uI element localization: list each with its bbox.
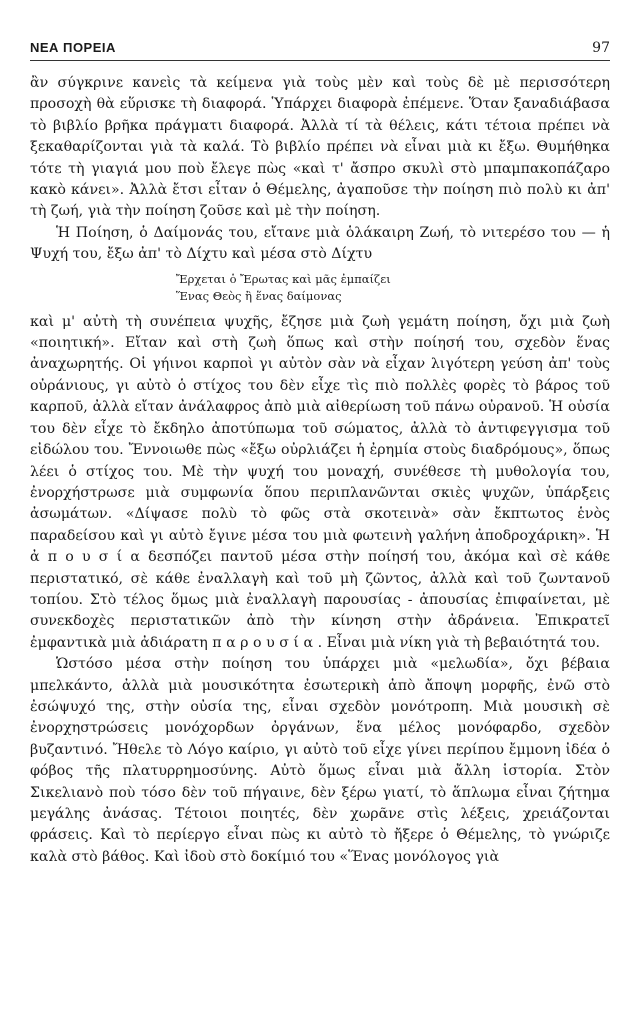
paragraph-2: Ἡ Ποίηση, ὁ Δαίμονάς του, εἴτανε μιὰ ὁλάκαιρη Ζωή, τὸ νιτερέσο του — ἡ Ψυχή του, ἔξω ἀπ' τὸ Δίχτυ καὶ μέσα στὸ Δίχτυ	[30, 224, 610, 263]
book-page	[30, 40, 610, 868]
paragraph-3: καὶ μ' αὐτὴ τὴ συνέπεια ψυχῆς, ἔζησε μιὰ ζωὴ γεμάτη ποίηση, ὄχι μιὰ ζωὴ «ποιητική». Εἴταν καὶ στὴ ζωὴ ὅπως καὶ στὴν ποίησή του, σχεδὸν ἕνας ἀναχωρητής. Οἱ γήινοι καρποὶ γι αὐτὸν σὰν νὰ εἶχαν λιγότερη γεύση ἀπ' τοὺς οὐράνιους, γι αὐτὸ ὁ στίχος του δὲν εἶχε τὶς πιὸ πολλὲς φορὲς τὸ βάρος τοῦ καρποῦ, ἀλλὰ εἴταν ἀνάλαφρος ἀπὸ μιὰ αἰθερίωση τοῦ πάνω οὐρανοῦ. Ἡ οὐσία του δὲν εἶχε τὸ ἔκδηλο ἀποτύπωμα τοῦ σώματος, ἀλλὰ τὸ ἀντιφεγγισμα τοῦ εἰδώλου του. Ἔννοιωθε πὼς «ἔξω οὐρλιάζει ἡ ἐρημία στοὺς διαδρόμους», ὅπως λέει ὁ στίχος του. Μὲ τὴν ψυχή του μοναχή, συνέθεσε τὴ μυθολογία του, ἐνορχήστρωσε μιὰ συμφωνία ὅπου περιπλανῶνται σκιὲς ψυχῶν, ὑπάρξεις ἀσωμάτων. «Δίψασε πολὺ τὸ φῶς στὰ σκοτεινὰ» σὰν ἔκπτωτος ἑνὸς παραδείσου καὶ γι αὐτὸ ἔγινε μέσα του μιὰ φωτεινὴ γαλήνη ἀποδροχάρικη». Ἡ ἀ π ο υ σ ί α δεσπόζει παντοῦ μέσα στὴν ποίησή του, ἀκόμα καὶ σὲ κάθε περιστατικό, σὲ κάθε ἐναλλαγὴ καὶ τοῦ μὴ ζῶντος, ἀλλὰ καὶ τοῦ ζωντανοῦ τοπίου. Στὸ τέλος ὅμως μιὰ ἐναλλαγὴ παρουσίας - ἀπουσίας ἐπιφαίνεται, μὲ συνεκδοχὲς περιστατικῶν ἀπὸ τὴν κίνηση στὴν ἀδράνεια. Ἐπικρατεῖ ἐμφαντικὰ μιὰ ἀδιάρατη π α ρ ο υ σ ί α . Εἶναι μιὰ νίκη γιὰ τὴ βεβαιότητά του.	[30, 313, 610, 651]
page-number: 97	[592, 40, 610, 56]
paragraph-4: Ὡστόσο μέσα στὴν ποίηση του ὑπάρχει μιὰ «μελωδία», ὄχι βέβαια μπελκάντο, ἀλλὰ μιὰ μουσικότητα ἐσωτερικὴ ἀπὸ ἄποψη μορφῆς, ἐνῶ στὸ ἐσώψυχό της, στὴν οὐσία της, εἶναι σχεδὸν μονότροπη. Μιὰ μουσικὴ σὲ ἐνορχηστρώσεις μονόχορδων ὀργάνων, ἕνα μέλος μονόφαρδο, σχεδὸν βυζαντινό. Ἤθελε τὸ Λόγο καίριο, γι αὐτὸ τοῦ εἶχε γίνει περίπου ἔμμονη ἰδέα ὁ φόβος τῆς πλατυρρημοσύνης. Αὐτὸ ὅμως εἶναι μιὰ ἄλλη ἱστορία. Στὸν Σικελιανὸ ποὺ τόσο δὲν τοῦ πήγαινε, δὲν ξέρω γιατί, τὸ ἅπλωμα εἶναι ζήτημα μεγάλης ἀνάσας. Τέτοιοι ποιητές, δὲν χωρᾶνε στὶς λέξεις, χρειάζονται φράσεις. Καὶ τὸ περίεργο εἶναι πὼς κι αὐτὸ τὸ ἤξερε ὁ Θέμελης, τὸ γνώριζε καλὰ στὸ βάθος. Καὶ ἰδοὺ στὸ δοκίμιό του «Ἕνας μονόλογος γιὰ	[30, 656, 610, 865]
verse-quote	[176, 271, 610, 305]
verse-line-1: Ἔρχεται ὁ Ἔρωτας καὶ μᾶς ἐμπαίζει	[176, 271, 391, 286]
paragraph-1: ἂν σύγκρινε κανεὶς τὰ κείμενα γιὰ τοὺς μὲν καὶ τοὺς δὲ μὲ περισσότερη προσοχὴ θὰ εὕρισκε τὴ διαφορά. Ὑπάρχει διαφορὰ ἐπέμενε. Ὅταν ξαναδιάβασα τὸ βιβλίο βρῆκα πράγματι διαφορά. Ἀλλὰ τί τὰ θέλεις, κάτι τέτοια πρέπει νὰ ξεκαθαρίζονται γιὰ τὰ καλά. Τὸ βιβλίο πρέπει νὰ εἶναι μιὰ κι ἔξω. Θυμήθηκα τότε τὴ γιαγιά μου ποὺ ἔλεγε πὼς «καὶ τ' ἄσπρο σκυλὶ στὸ μπαμπακοπάζαρο κακὸ κάνει». Ἀλλὰ ἔτσι εἶταν ὁ Θέμελης, ἀγαποῦσε τὴν ποίηση πιὸ πολὺ κι ἀπ' τὴ ζωή, γιὰ τὴν ποίηση ζοῦσε καὶ μὲ τὴν ποίηση.	[30, 75, 610, 220]
body-text	[30, 73, 610, 868]
running-head: ΝΕΑ ΠΟΡΕΙΑ	[30, 40, 116, 55]
page-header	[30, 40, 610, 61]
verse-line-2: Ἕνας Θεὸς ἢ ἕνας δαίμονας	[176, 288, 342, 303]
